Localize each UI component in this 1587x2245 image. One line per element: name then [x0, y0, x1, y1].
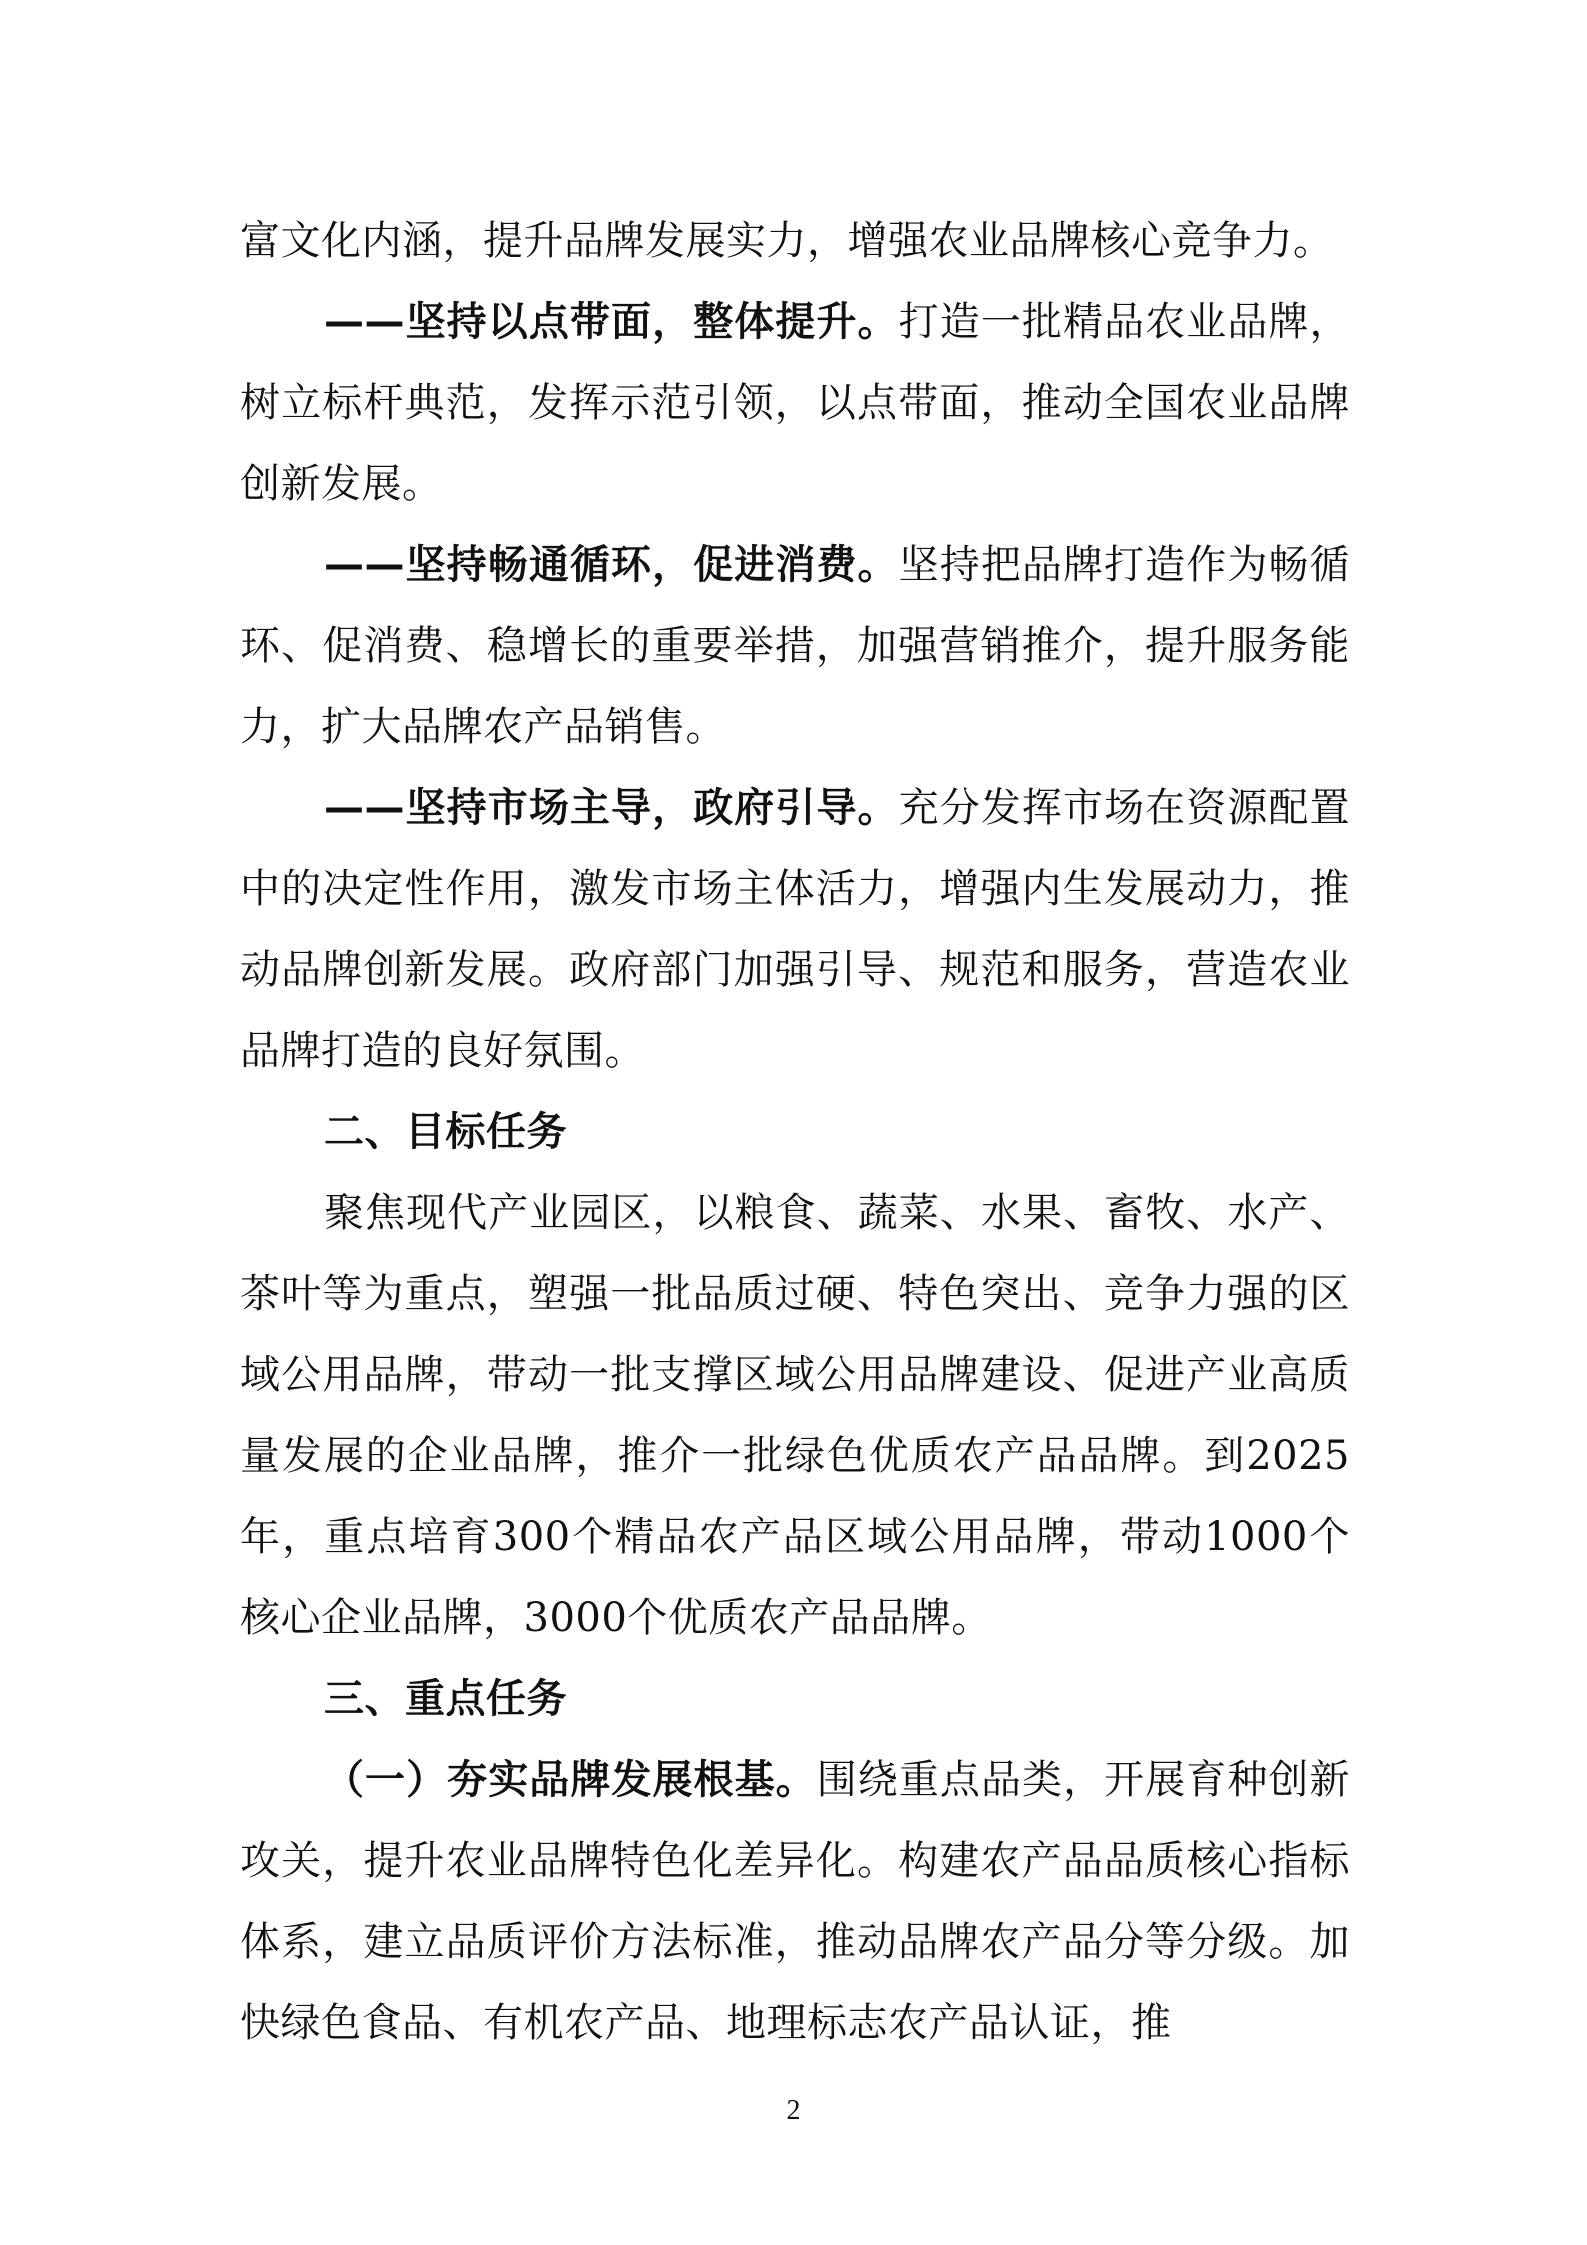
section-heading-key-tasks: 三、重点任务	[324, 1676, 567, 1722]
principle-paragraph-point-to-area	[240, 282, 1350, 525]
paragraph-text: 打造一批精品农业品牌，树立标杆典范，发挥示范引领，以点带面，推动全国农业品牌创新发展。	[240, 299, 1351, 507]
principle-heading: ——坚持畅通循环，促进消费。	[324, 542, 899, 588]
paragraph-text: 围绕重点品类，开展育种创新攻关，提升农业品牌特色化差异化。构建农产品品质核心指标体系，建立品质评价方法标准，推动品牌农产品分等分级。加快绿色食品、有机农产品、地理标志农产品认证，推	[240, 1757, 1350, 2046]
paragraph-text: 富文化内涵，提升品牌发展实力，增强农业品牌核心竞争力。	[240, 218, 1334, 264]
task-paragraph-foundation	[240, 1740, 1350, 2064]
goals-paragraph	[240, 1173, 1350, 1659]
principle-paragraph-circulation	[240, 525, 1350, 768]
paragraph-continuation	[240, 201, 1350, 282]
principle-heading: ——坚持市场主导，政府引导。	[324, 785, 899, 831]
paragraph-text: 坚持把品牌打造作为畅循环、促消费、稳增长的重要举措，加强营销推介，提升服务能力，扩大品牌农产品销售。	[240, 542, 1351, 750]
section-heading-goals: 二、目标任务	[324, 1109, 567, 1155]
paragraph-text: 充分发挥市场在资源配置中的决定性作用，激发市场主体活力，增强内生发展动力，推动品牌创新发展。政府部门加强引导、规范和服务，营造农业品牌打造的良好氛围。	[240, 785, 1351, 1074]
paragraph-text: 聚焦现代产业园区，以粮食、蔬菜、水果、畜牧、水产、茶叶等为重点，塑强一批品质过硬、特色突出、竞争力强的区域公用品牌，带动一批支撑区域公用品牌建设、促进产业高质量发展的企业品牌，推介一批绿色优质农产品品牌。到2025年，重点培育300个精品农产品区域公用品牌，带动1000个核心企业品牌，3000个优质农产品品牌。	[240, 1190, 1350, 1641]
principle-heading: ——坚持以点带面，整体提升。	[324, 299, 899, 345]
principle-paragraph-market	[240, 768, 1350, 1092]
task-heading: （一）夯实品牌发展根基。	[324, 1757, 817, 1803]
document-body	[240, 201, 1350, 2064]
page-number: 2	[786, 2095, 801, 2126]
